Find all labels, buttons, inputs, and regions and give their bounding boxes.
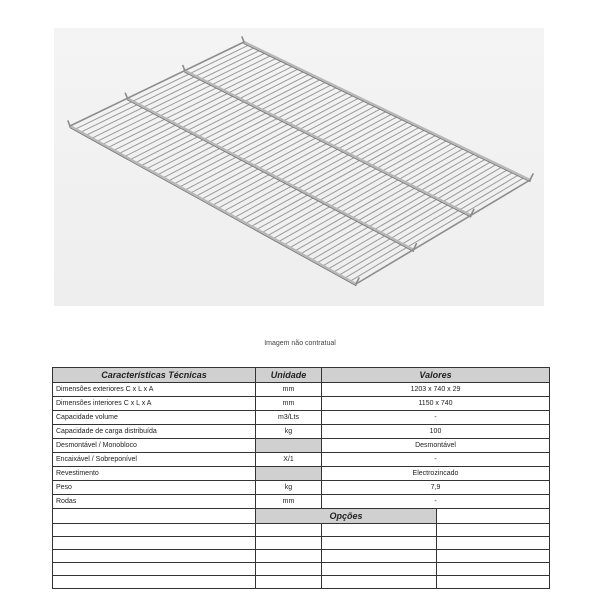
option-cell [322, 550, 437, 563]
rail-hook [530, 174, 533, 180]
spec-unit: mm [256, 495, 322, 509]
wire-shelf-illustration [54, 28, 544, 306]
option-cell [437, 537, 550, 550]
option-cell [53, 576, 256, 589]
spec-unit [256, 467, 322, 481]
product-image [54, 28, 544, 306]
option-cell [256, 524, 322, 537]
rail-hook [125, 93, 127, 98]
options-header-blank [53, 509, 256, 524]
option-cell [322, 524, 437, 537]
spec-label: Encaixável / Sobreponível [53, 453, 256, 467]
spec-value: - [322, 411, 550, 425]
option-cell [322, 563, 437, 576]
option-cell [256, 563, 322, 576]
spec-unit: kg [256, 425, 322, 439]
option-cell [256, 576, 322, 589]
spec-unit [256, 439, 322, 453]
table-row [53, 467, 550, 481]
spec-value: 7,9 [322, 481, 550, 495]
table-row [53, 495, 550, 509]
spec-value: Electrozincado [322, 467, 550, 481]
option-cell [256, 537, 322, 550]
option-cell [437, 576, 550, 589]
spec-value: 100 [322, 425, 550, 439]
spec-value: Desmontável [322, 439, 550, 453]
option-cell [322, 576, 437, 589]
table-row [53, 439, 550, 453]
spec-label: Peso [53, 481, 256, 495]
table-row [53, 411, 550, 425]
spec-label: Capacidade de carga distribuída [53, 425, 256, 439]
spec-unit: mm [256, 397, 322, 411]
header-values: Valores [322, 368, 550, 383]
table-row [53, 397, 550, 411]
rail-hook [183, 66, 185, 71]
option-row [53, 550, 550, 563]
table-row [53, 481, 550, 495]
spec-label: Dimensões interiores C x L x A [53, 397, 256, 411]
table-header-row [53, 368, 550, 383]
option-cell [53, 563, 256, 576]
spec-value: - [322, 453, 550, 467]
option-cell [437, 550, 550, 563]
header-characteristics: Características Técnicas [53, 368, 256, 383]
option-cell [437, 524, 550, 537]
spec-label: Capacidade volume [53, 411, 256, 425]
spec-unit: m3/Lts [256, 411, 322, 425]
spec-unit: X/1 [256, 453, 322, 467]
spec-unit: mm [256, 383, 322, 397]
spec-label: Rodas [53, 495, 256, 509]
table-row [53, 425, 550, 439]
spec-value: 1203 x 740 x 29 [322, 383, 550, 397]
spec-value: 1150 x 740 [322, 397, 550, 411]
table-row [53, 383, 550, 397]
table-row [53, 453, 550, 467]
option-cell [256, 550, 322, 563]
option-row [53, 576, 550, 589]
option-cell [437, 563, 550, 576]
support-rail-shadow [244, 44, 530, 182]
option-row [53, 524, 550, 537]
option-row [53, 563, 550, 576]
options-header-row [53, 509, 550, 524]
option-cell [53, 537, 256, 550]
technical-specs-table [52, 367, 550, 589]
options-header: Opções [256, 509, 437, 524]
option-cell [53, 550, 256, 563]
image-caption: Imagem não contratual [264, 340, 336, 347]
spec-label: Dimensões exteriores C x L x A [53, 383, 256, 397]
option-cell [53, 524, 256, 537]
spec-label: Revestimento [53, 467, 256, 481]
spec-value: - [322, 495, 550, 509]
option-cell [322, 537, 437, 550]
spec-unit: kg [256, 481, 322, 495]
rail-hook [242, 37, 244, 42]
header-unit: Unidade [256, 368, 322, 383]
options-header-blank [437, 509, 550, 524]
rail-hook [68, 121, 70, 126]
support-rail [70, 126, 356, 284]
option-row [53, 537, 550, 550]
spec-label: Desmontável / Monobloco [53, 439, 256, 453]
